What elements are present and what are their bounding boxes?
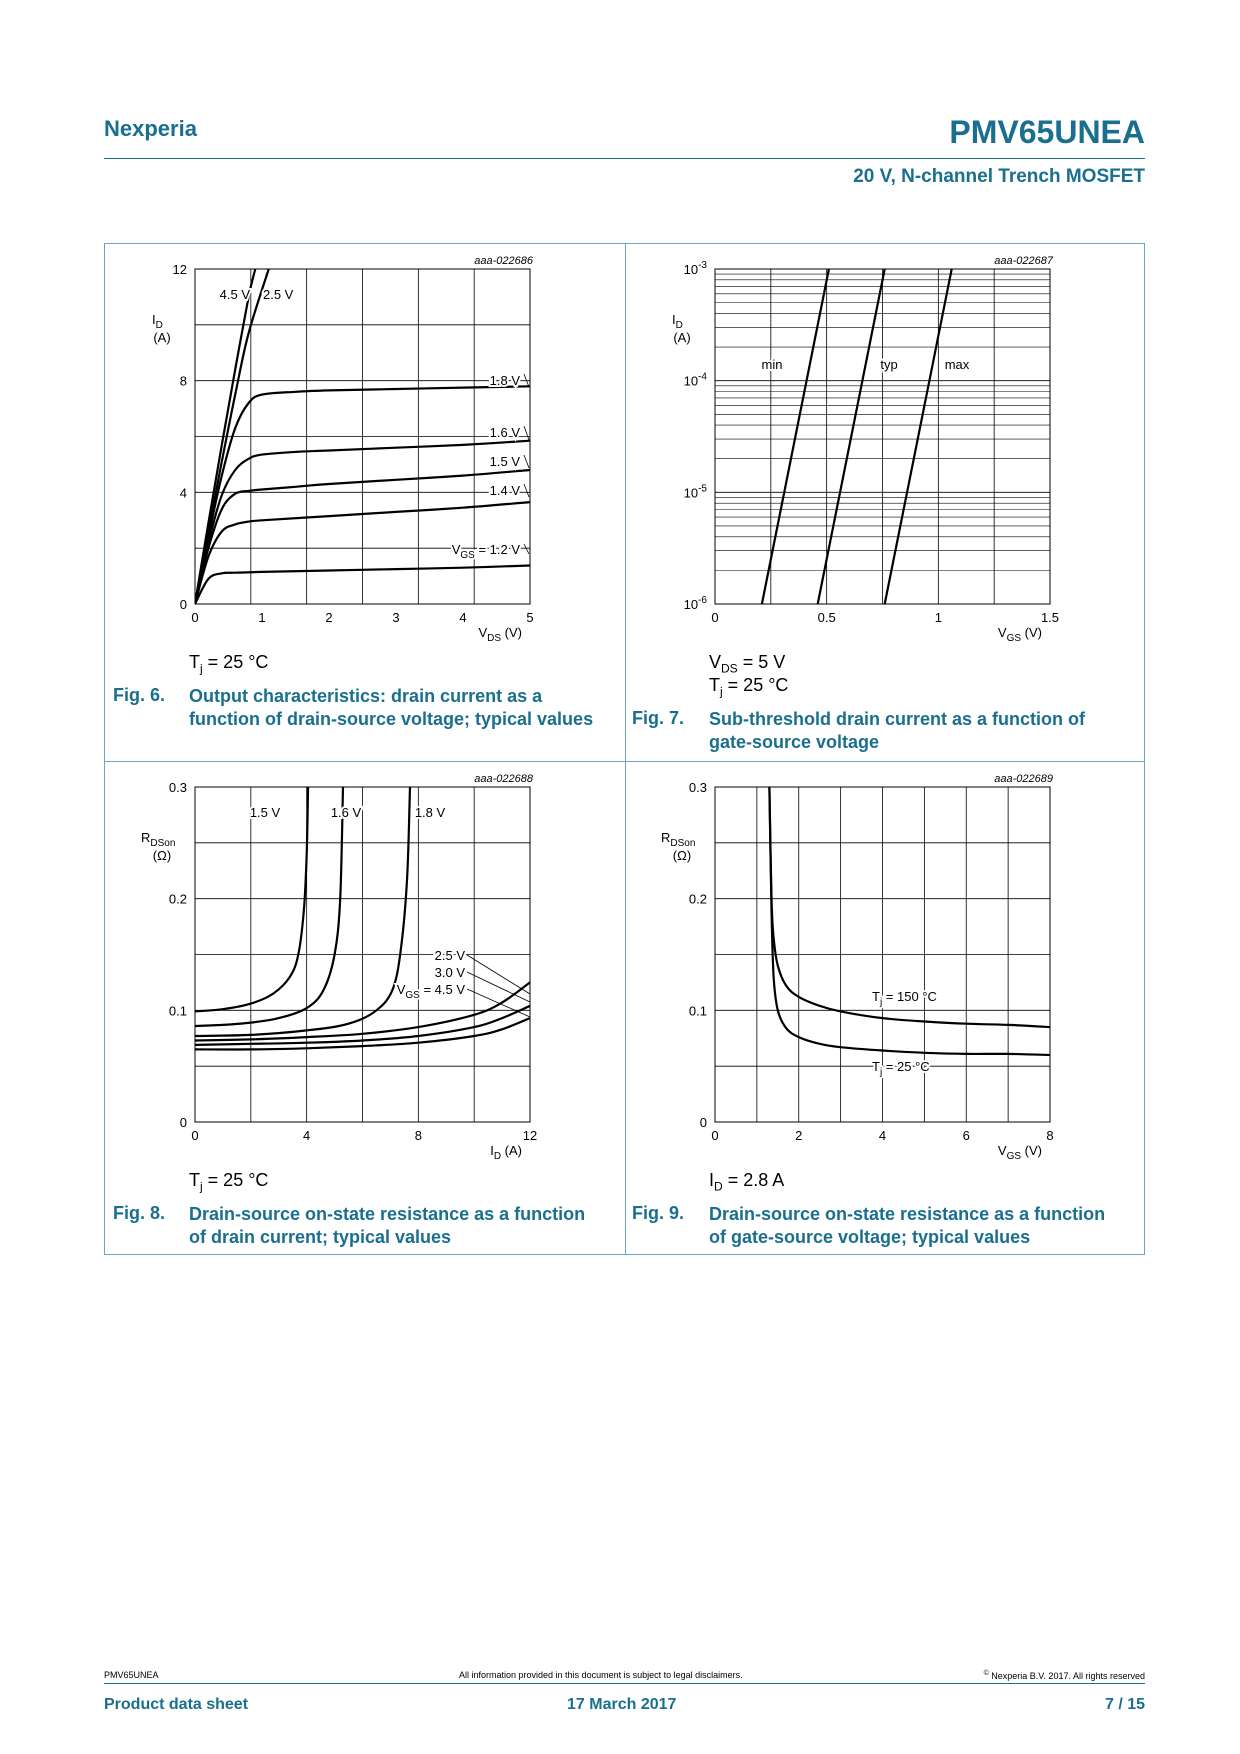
figure-caption: Drain-source on-state resistance as a function of gate-source voltage; typical values [709, 1204, 1106, 1247]
x-tick-label: 12 [522, 1128, 538, 1143]
series-label: 2.5 V [263, 287, 294, 302]
footer-doc-id: PMV65UNEA [104, 1670, 159, 1680]
y-tick-label: 0.2 [168, 891, 187, 907]
y-tick-label: 0 [179, 1115, 187, 1130]
x-tick-label: 8 [414, 1128, 422, 1143]
product-title: PMV65UNEA [949, 114, 1145, 150]
chart-code: aaa-022689 [994, 773, 1053, 785]
series-line [195, 787, 343, 1026]
y-axis-label: $R_{DSon}$ [661, 830, 696, 849]
series-label: $T_j = 150$ °C [872, 989, 937, 1008]
x-tick-label: 1.5 [1040, 610, 1060, 625]
figure-caption: Sub-threshold drain current as a function of gate-source voltage [709, 709, 1086, 752]
figure-number: Fig. 6. [113, 685, 166, 705]
x-tick-label: 5 [526, 610, 534, 625]
label-leader [467, 972, 530, 1002]
rdson-vs-vgs-chart [625, 762, 1144, 1182]
x-tick-label: 0.5 [817, 610, 836, 625]
y-tick-label: 0.1 [688, 1003, 707, 1019]
figure-caption: Output characteristics: drain current as a function of drain-source voltage; typical values [189, 686, 594, 729]
figure-caption: Drain-source on-state resistance as a function of drain current; typical values [189, 1204, 586, 1247]
series-label: 2.5 V [434, 948, 465, 963]
footer-copyright: © Nexperia B.V. 2017. All rights reserved [983, 1670, 1145, 1681]
figure-9 [625, 762, 1144, 1254]
series-label: 4.5 V [219, 287, 250, 302]
x-tick-label: 4 [303, 1128, 311, 1143]
footer-rule [104, 1683, 1145, 1684]
output-characteristics-chart [105, 244, 625, 664]
label-leader [524, 544, 529, 554]
y-axis-unit: (A) [673, 330, 691, 345]
series-label: 1.5 V [249, 805, 281, 820]
y-tick-label: 0.3 [168, 780, 187, 795]
x-tick-label: 1 [934, 610, 942, 625]
series-line [195, 787, 308, 1011]
y-tick-label: $10^{-3}$ [683, 260, 707, 277]
y-tick-label: 0 [179, 597, 187, 612]
label-leader [467, 955, 530, 994]
x-tick-label: 6 [962, 1128, 970, 1143]
footer-page: 7 / 15 [1104, 1696, 1145, 1713]
y-axis-unit: (A) [153, 330, 171, 345]
condition-id: $I_D = 2.8$ A [709, 1170, 785, 1194]
series-line [885, 269, 952, 604]
y-tick-label: 8 [179, 373, 187, 389]
x-tick-label: 8 [1046, 1128, 1054, 1143]
series-label: $V_{GS} = 1.2$ V [451, 542, 520, 561]
y-axis-label: $I_D$ [672, 312, 683, 331]
footer-sheet-type: Product data sheet [104, 1696, 249, 1713]
x-tick-label: 2 [795, 1128, 803, 1143]
x-tick-label: 0 [711, 1128, 719, 1143]
figure-6 [105, 244, 625, 761]
y-axis-label: $R_{DSon}$ [141, 830, 176, 849]
series-label: 1.8 V [414, 805, 446, 820]
series-label: min [761, 357, 783, 372]
y-axis-label: $I_D$ [152, 312, 163, 331]
y-tick-label: 4 [179, 485, 187, 501]
figure-number: Fig. 8. [113, 1203, 166, 1223]
label-leader [524, 484, 529, 497]
condition-tj: $T_j = 25$ °C [189, 652, 269, 676]
x-axis-label: $V_{GS}$ (V) [997, 1143, 1042, 1162]
x-tick-label: 3 [392, 610, 400, 625]
x-tick-label: 0 [191, 1128, 199, 1143]
series-label: 1.8 V [489, 373, 520, 388]
series-line [762, 269, 829, 604]
figure-number: Fig. 7. [632, 708, 685, 728]
series-label: 3.0 V [434, 965, 465, 980]
y-tick-label: $10^{-4}$ [683, 371, 707, 389]
series-label: 1.6 V [330, 805, 362, 820]
label-leader [524, 455, 529, 468]
footer-disclaimer: All information provided in this document is subject to legal disclaimers. [459, 1670, 743, 1680]
rdson-vs-id-chart [105, 762, 625, 1182]
footer-date: 17 March 2017 [567, 1696, 677, 1713]
y-tick-label: 0.3 [688, 780, 707, 795]
y-tick-label: 0 [699, 1115, 707, 1130]
x-tick-label: 2 [325, 610, 333, 625]
figure-7 [625, 244, 1144, 761]
x-tick-label: 0 [191, 610, 199, 625]
figure-8 [105, 762, 625, 1254]
y-axis-unit: (Ω) [672, 848, 692, 863]
series-label: typ [880, 357, 898, 372]
y-axis-unit: (Ω) [152, 848, 172, 863]
condition-tj: $T_j = 25$ °C [709, 675, 789, 699]
series-label: $T_j = 25$ °C [872, 1059, 930, 1078]
x-tick-label: 0 [711, 610, 719, 625]
series-line [818, 269, 885, 604]
series-label: $V_{GS} = 4.5$ V [396, 982, 465, 1001]
figure-number: Fig. 9. [632, 1203, 685, 1223]
x-tick-label: 1 [258, 610, 266, 625]
x-tick-label: 4 [878, 1128, 887, 1143]
series-label: max [944, 357, 970, 372]
y-tick-label: $10^{-6}$ [683, 595, 707, 612]
chart-code: aaa-022688 [474, 773, 533, 785]
subthreshold-chart [625, 244, 1144, 664]
y-tick-label: 0.1 [168, 1003, 187, 1019]
condition-tj: $T_j = 25$ °C [189, 1170, 269, 1194]
y-tick-label: 12 [172, 262, 187, 277]
brand-name: Nexperia [104, 116, 197, 141]
y-tick-label: $10^{-5}$ [683, 483, 707, 501]
x-axis-label: $I_D$ (A) [490, 1143, 522, 1162]
figure-grid [104, 243, 1145, 1255]
label-leader [524, 426, 529, 440]
x-axis-label: $V_{GS}$ (V) [997, 625, 1042, 644]
product-subtitle: 20 V, N-channel Trench MOSFET [853, 166, 1145, 187]
x-axis-label: $V_{DS}$ (V) [478, 625, 522, 644]
header-rule [104, 158, 1145, 159]
series-line [195, 787, 410, 1036]
series-label: 1.5 V [489, 454, 520, 469]
y-tick-label: 0.2 [688, 891, 707, 907]
chart-code: aaa-022687 [994, 255, 1053, 267]
condition-vds: $V_{DS} = 5$ V [709, 652, 786, 676]
series-label: 1.6 V [489, 425, 520, 440]
x-tick-label: 4 [459, 610, 467, 625]
series-label: 1.4 V [489, 483, 520, 498]
label-leader [467, 989, 530, 1017]
chart-code: aaa-022686 [474, 255, 533, 267]
